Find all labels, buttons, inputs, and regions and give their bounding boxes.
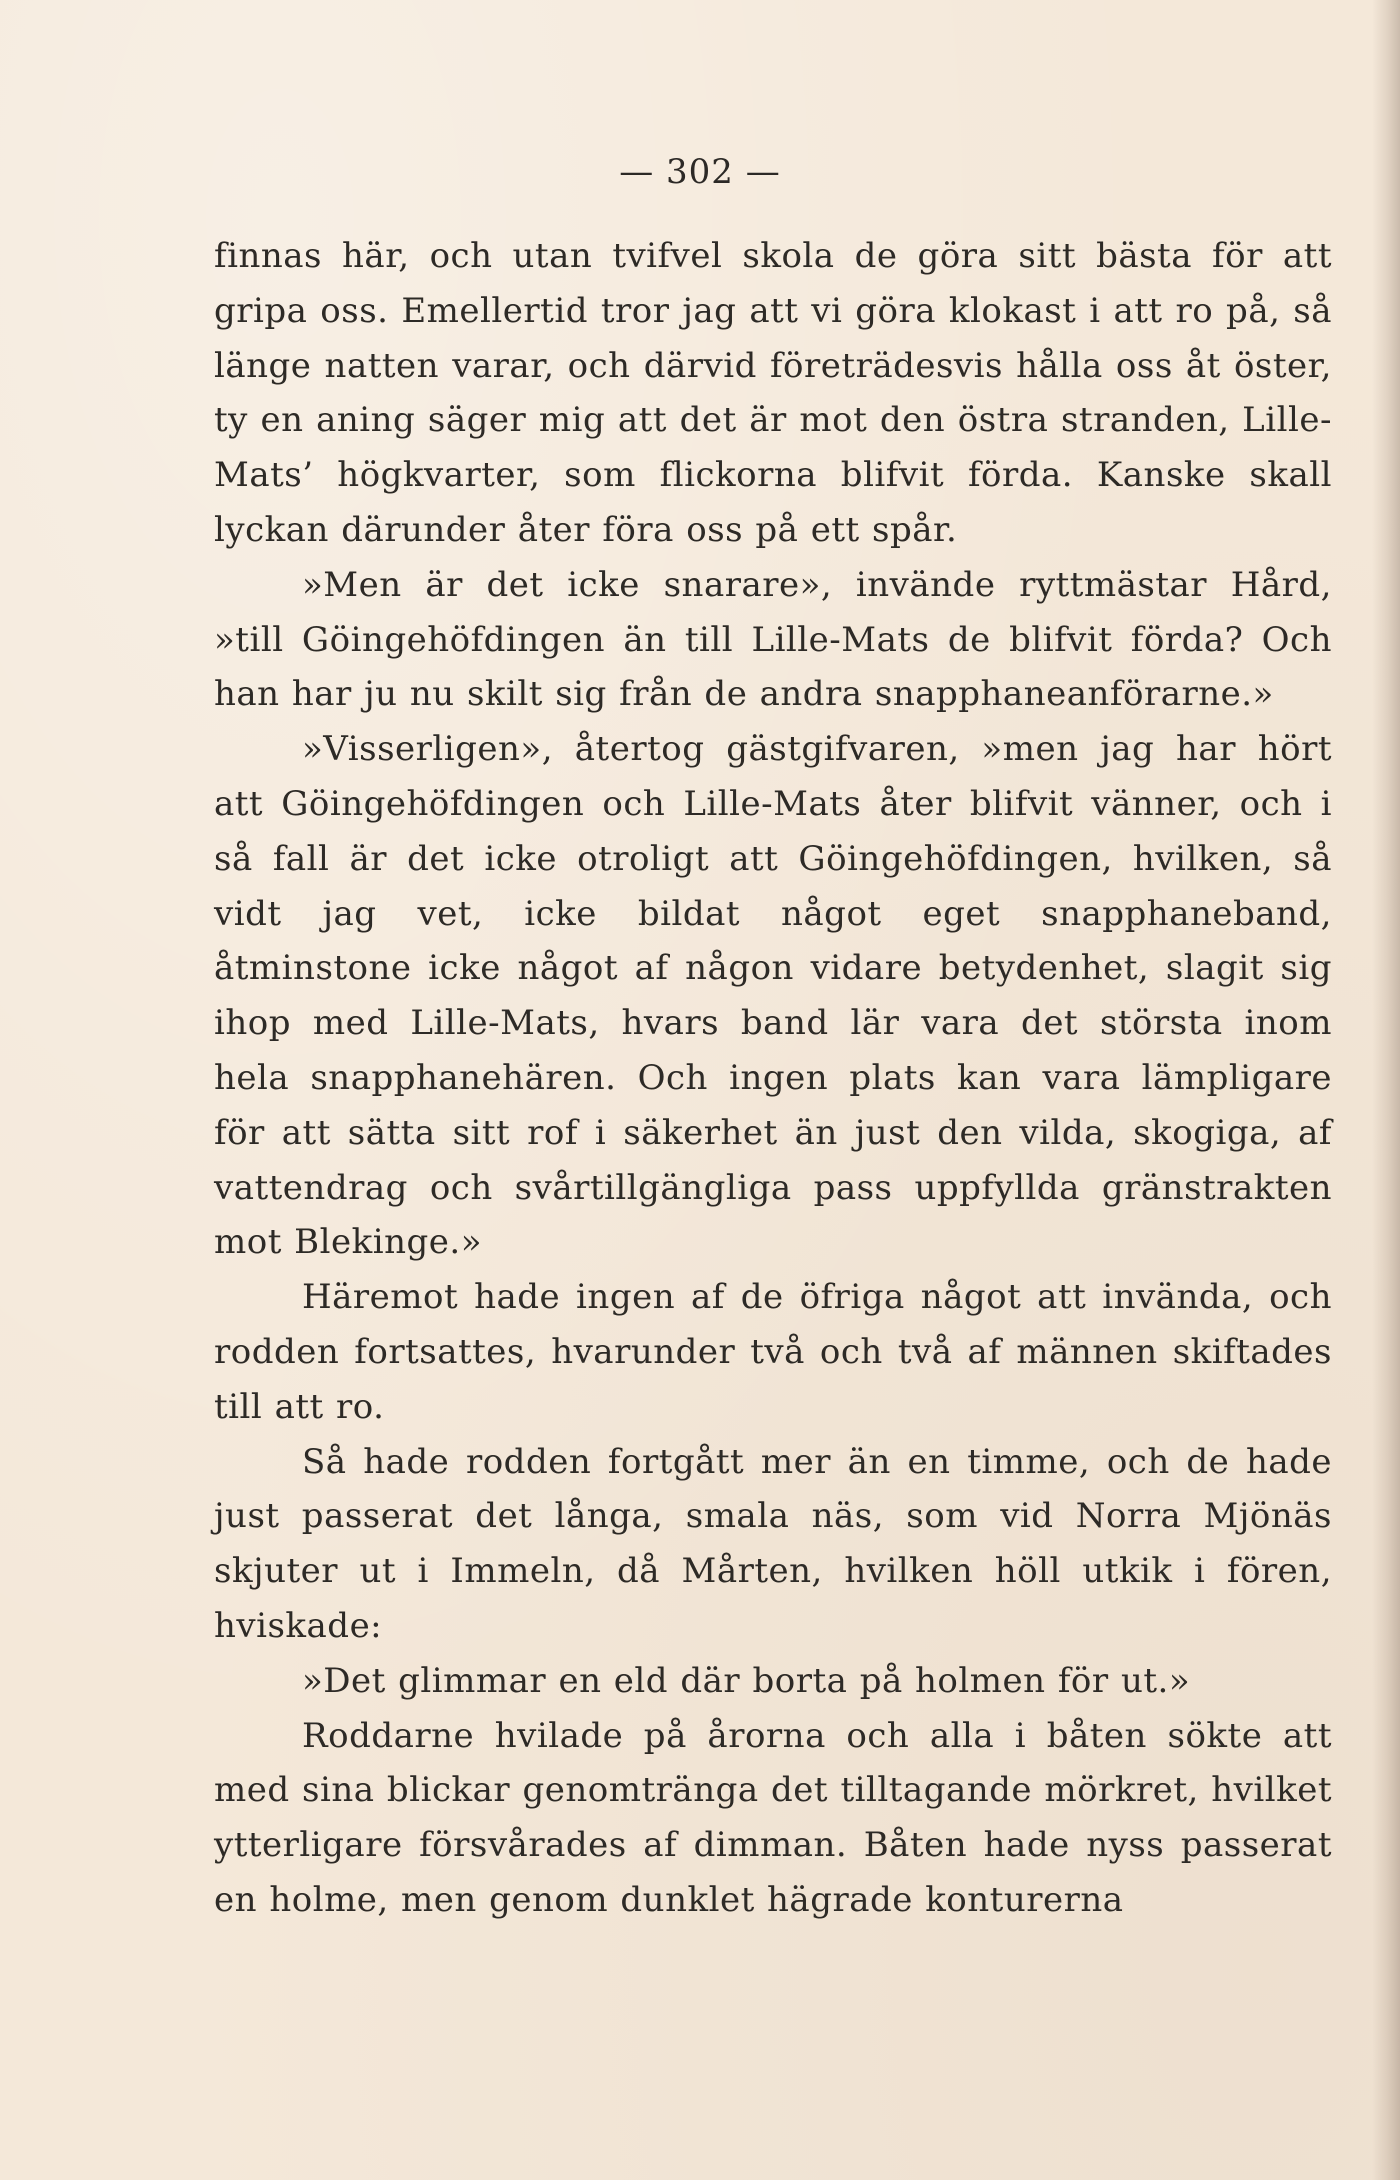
paragraph-6: »Det glimmar en eld där borta på holmen för ut.»	[302, 1660, 1191, 1701]
paragraph-7: Roddarne hvilade på årorna och alla i båten sökte att med sina blickar genomtränga det tilltagande mörkret, hvilket ytterligare försvårades af dimman. Båten hade nyss passerat en holme, men genom dunklet hägrade konturerna	[214, 1715, 1332, 1920]
paragraph-3: »Visserligen», återtog gästgifvaren, »men jag har hört att Göingehöfdingen och Lille-Mats åter blifvit vänner, och i så fall är det icke otroligt att Göingehöfdingen, hvilken, så vidt jag vet, icke bildat något eget snapphaneband, åtminstone icke något af någon vidare betydenhet, slagit sig ihop med Lille-Mats, hvars band lär vara det största inom hela snapphanehären. Och ingen plats kan vara lämpligare för att sätta sitt rof i säkerhet än just den vilda, skogiga, af vattendrag och svårtillgängliga pass uppfyllda gränstrakten mot Blekinge.»	[214, 729, 1332, 1263]
paragraph-5: Så hade rodden fortgått mer än en timme, och de hade just passerat det långa, smala näs, som vid Norra Mjönäs skjuter ut i Immeln, då Mårten, hvilken höll utkik i fören, hviskade:	[214, 1441, 1332, 1646]
paragraph-4: Häremot hade ingen af de öfriga något att invända, och rodden fortsattes, hvarunder två och två af männen skiftades till att ro.	[214, 1277, 1332, 1427]
paragraph-1: finnas här, och utan tvifvel skola de göra sitt bästa för att gripa oss. Emellertid tror jag att vi göra klokast i att ro på, så länge natten varar, och därvid företrädesvis hålla oss åt öster, ty en aning säger mig att det är mot den östra stranden, Lille-Mats’ högkvarter, som flickorna blifvit förda. Kanske skall lyckan därunder åter föra oss på ett spår.	[214, 236, 1332, 550]
paragraph-2: »Men är det icke snarare», invände ryttmästar Hård, »till Göingehöfdingen än till Lille-Mats de blifvit förda? Och han har ju nu skilt sig från de andra snapphaneanförarne.»	[214, 564, 1332, 715]
body-text	[214, 229, 1332, 1928]
page-number: — 302 —	[619, 152, 781, 192]
page-edge-shadow	[1372, 0, 1400, 2180]
